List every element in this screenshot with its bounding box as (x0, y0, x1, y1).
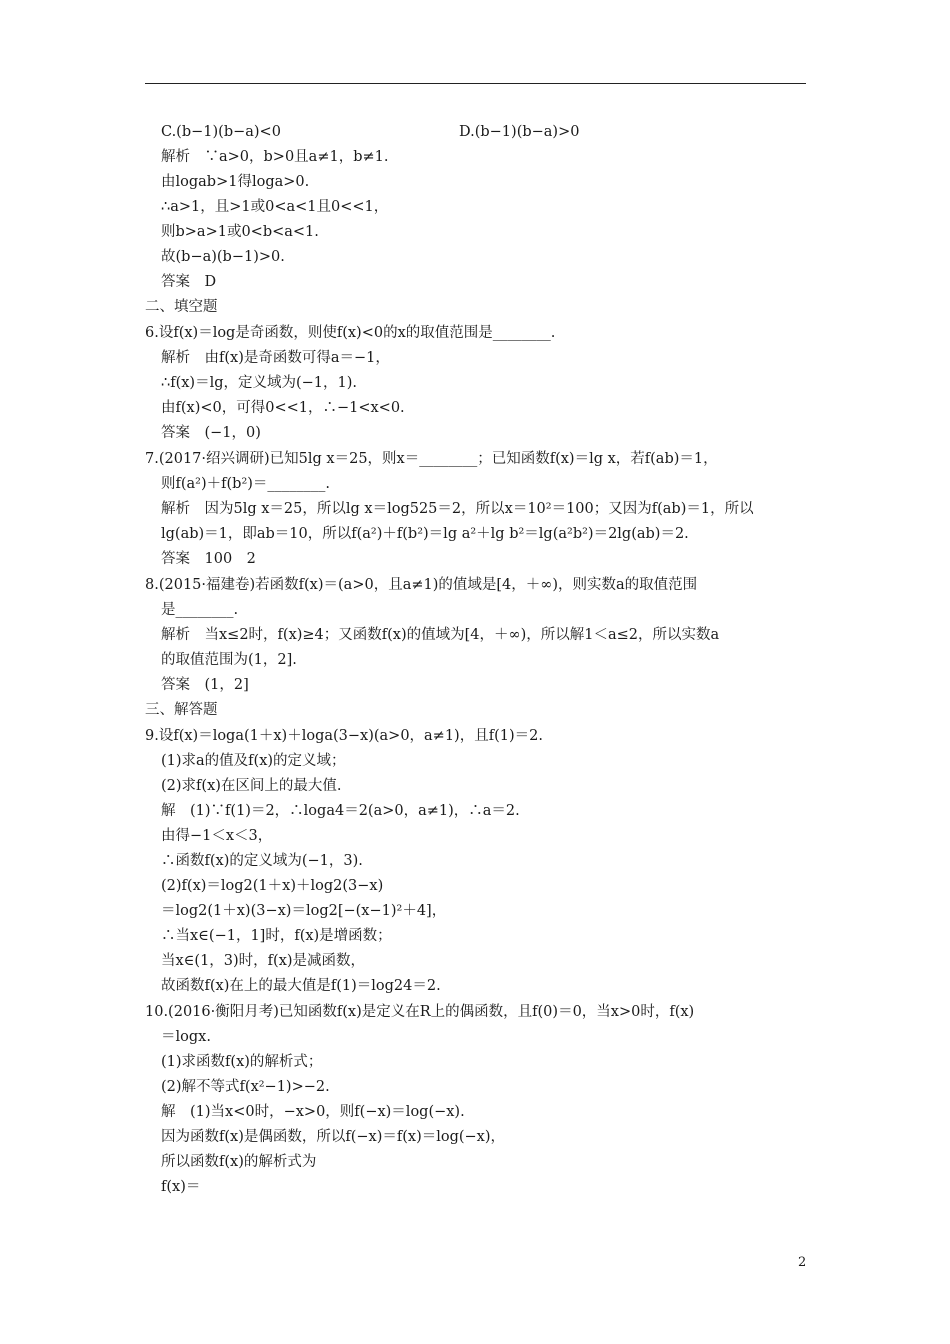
text-line: 解析 ∵a>0，b>0且a≠1，b≠1. (161, 149, 389, 165)
text-line: 由得−1＜x＜3， (161, 828, 273, 844)
text-line: 因为函数f(x)是偶函数，所以f(−x)＝f(x)＝log(−x)， (161, 1129, 506, 1145)
page-number: 2 (798, 1255, 807, 1270)
text-line: 由logab>1得loga>0. (161, 174, 310, 190)
text-line: 故函数f(x)在上的最大值是f(1)＝log24＝2. (161, 978, 441, 994)
text-line: (2)求f(x)在区间上的最大值. (161, 778, 342, 794)
text-line: 故(b−a)(b−1)>0. (161, 249, 285, 265)
text-line: ∴函数f(x)的定义域为(−1，3). (161, 853, 363, 869)
question-7: 7.(2017·绍兴调研)已知5lg x＝25，则x＝________；已知函数f(x)＝lg x，若f(ab)＝1， (145, 451, 718, 467)
answer-line: 答案 100 2 (161, 551, 256, 567)
text-line: ＝logx. (161, 1029, 211, 1045)
text-line: 解析 因为5lg x＝25，所以lg x＝log525＝2，所以x＝10²＝100；又因为f(ab)＝1，所以 (161, 501, 754, 517)
question-8: 8.(2015·福建卷)若函数f(x)＝(a>0，且a≠1)的值域是[4，＋∞)，则实数a的取值范围 (145, 577, 698, 593)
text-line: f(x)＝ (161, 1179, 201, 1195)
text-line: (2)解不等式f(x²−1)>−2. (161, 1079, 330, 1095)
text-line: 由f(x)<0，可得0<<1，∴−1<x<0. (161, 400, 405, 416)
text-line: 解析 当x≤2时，f(x)≥4；又函数f(x)的值域为[4，＋∞)，所以解1＜a≤2，所以实数a (161, 627, 720, 643)
text-line: ∴f(x)＝lg，定义域为(−1，1). (161, 375, 358, 391)
answer-line: 答案 (1，2] (161, 677, 249, 693)
text-line: ∴a>1，且>1或0<a<1且0<<1， (161, 199, 389, 215)
text-line: 则b>a>1或0<b<a<1. (161, 224, 319, 240)
question-10: 10.(2016·衡阳月考)已知函数f(x)是定义在R上的偶函数，且f(0)＝0，当x>0时，f(x) (145, 1004, 695, 1020)
answer-line: 答案 D (161, 274, 217, 290)
text-line: ∴当x∈(−1，1]时，f(x)是增函数； (161, 928, 392, 944)
text-line: 当x∈(1，3)时，f(x)是减函数， (161, 953, 366, 969)
text-line: (1)求a的值及f(x)的定义域； (161, 753, 346, 769)
text-line: 所以函数f(x)的解析式为 (161, 1154, 317, 1170)
answer-line: 答案 (−1，0) (161, 425, 261, 441)
text-line: ＝log2(1＋x)(3−x)＝log2[−(x−1)²＋4]， (161, 903, 447, 919)
option-c: C.(b−1)(b−a)<0 (161, 124, 281, 140)
question-6: 6.设f(x)＝log是奇函数，则使f(x)<0的x的取值范围是________. (145, 325, 556, 341)
text-line: 是________. (161, 602, 239, 618)
text-line: 则f(a²)＋f(b²)＝________. (161, 476, 331, 492)
option-d: D.(b−1)(b−a)>0 (459, 124, 580, 140)
section-heading: 三、解答题 (145, 702, 218, 718)
section-heading: 二、填空题 (145, 299, 218, 315)
text-line: 解 (1)∵f(1)＝2，∴loga4＝2(a>0，a≠1)，∴a＝2. (161, 803, 520, 819)
text-line: 解析 由f(x)是奇函数可得a＝−1， (161, 350, 390, 366)
text-line: lg(ab)＝1，即ab＝10，所以f(a²)＋f(b²)＝lg a²＋lg b²＝lg(a²b²)＝2lg(ab)＝2. (161, 526, 689, 542)
text-line: 解 (1)当x<0时，−x>0，则f(−x)＝log(−x). (161, 1104, 465, 1120)
text-line: 的取值范围为(1，2]. (161, 652, 297, 668)
text-line: (2)f(x)＝log2(1＋x)＋log2(3−x) (161, 878, 384, 894)
text-line: (1)求函数f(x)的解析式； (161, 1054, 323, 1070)
header-rule (145, 83, 806, 84)
question-9: 9.设f(x)＝loga(1＋x)＋loga(3−x)(a>0，a≠1)，且f(1)＝2. (145, 728, 543, 744)
